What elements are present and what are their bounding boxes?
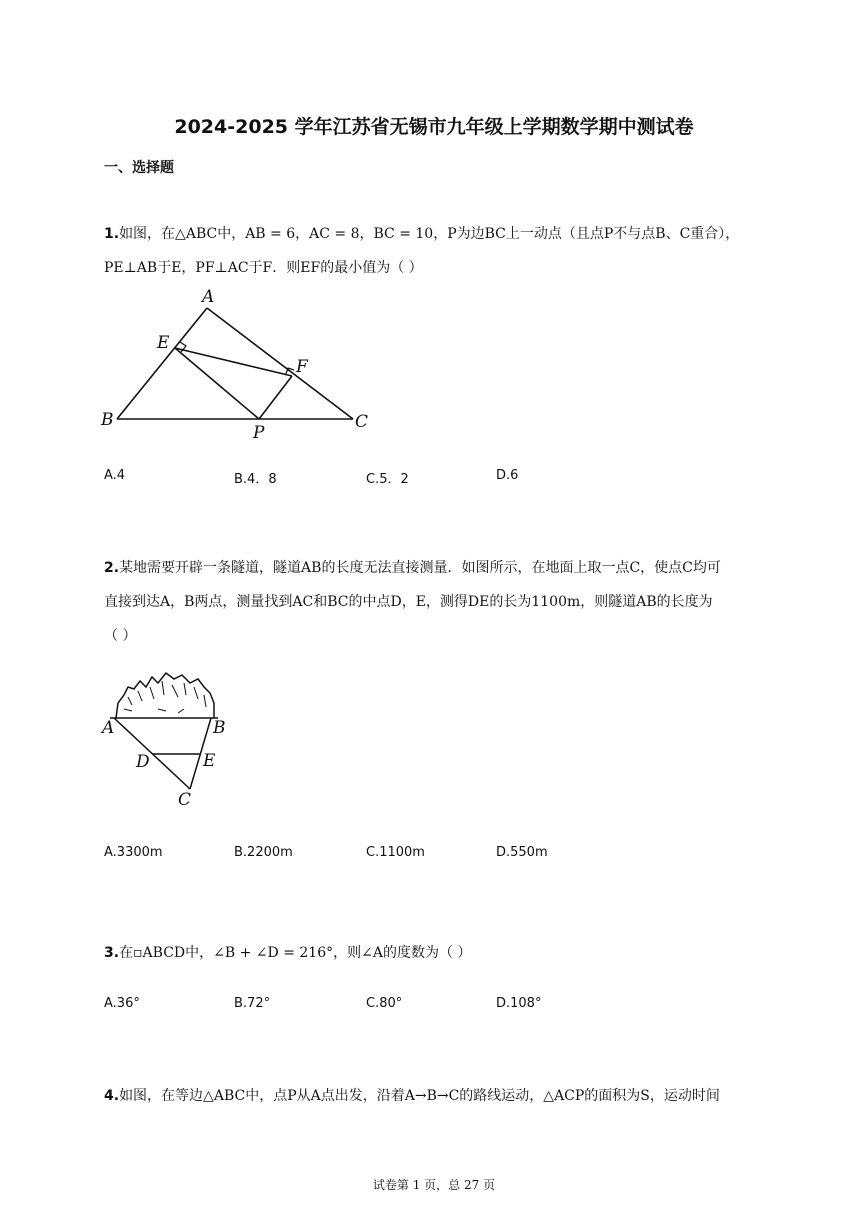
question-1-option-c: C.5．2 <box>366 472 409 487</box>
question-4-text-1: 如图，在等边△ABC中，点P从A点出发，沿着A→B→C的路线运动，△ACP的面积为S，运动时间 <box>119 1088 720 1104</box>
segment-pf <box>259 376 292 419</box>
label-a: A <box>102 718 115 738</box>
question-2-number: 2. <box>104 560 120 576</box>
question-3-option-a: A.36° <box>104 996 140 1011</box>
label-c: C <box>178 790 192 810</box>
section-heading: 一、选择题 <box>104 160 174 176</box>
label-c: C <box>355 412 369 432</box>
question-2-line-1 <box>104 558 721 578</box>
label-f: F <box>296 357 308 377</box>
question-2-option-c: C.1100m <box>366 845 425 860</box>
page-title: 2024-2025 学年江苏省无锡市九年级上学期数学期中测试卷 <box>174 116 694 138</box>
question-2-option-a: A.3300m <box>104 845 163 860</box>
question-1-figure <box>95 284 385 444</box>
question-4-line-1 <box>104 1086 720 1106</box>
question-2-text-1: 某地需要开辟一条隧道，隧道AB的长度无法直接测量．如图所示，在地面上取一点C，使点C均可 <box>119 560 721 576</box>
question-2-line-2: 直接到达A，B两点，测量找到AC和BC的中点D，E，测得DE的长为1100m，则隧道AB的长度为 <box>104 594 713 610</box>
question-3-number: 3. <box>104 945 120 961</box>
question-4-number: 4. <box>104 1088 120 1104</box>
question-1-text-1: 如图，在△ABC中，AB = 6，AC = 8，BC = 10，P为边BC上一动点（且点P不与点B、C重合）， <box>119 226 740 242</box>
label-b: B <box>213 718 226 738</box>
question-3-option-c: C.80° <box>366 996 403 1011</box>
question-2-figure <box>98 665 238 810</box>
question-1-line-2: PE⊥AB于E，PF⊥AC于F．则EF的最小值为（ ） <box>104 260 423 276</box>
question-2-option-b: B.2200m <box>234 845 293 860</box>
question-3-text-1: 在▫ABCD中，∠B + ∠D = 216°，则∠A的度数为（ ） <box>119 945 472 961</box>
question-1-number: 1. <box>104 226 120 242</box>
label-a: A <box>202 287 215 307</box>
question-3-line-1 <box>104 943 471 963</box>
question-1-option-b: B.4．8 <box>234 472 277 487</box>
question-2-option-d: D.550m <box>496 845 548 860</box>
label-p: P <box>253 423 265 443</box>
question-1-option-d: D.6 <box>496 468 519 483</box>
label-d: D <box>136 752 150 772</box>
question-2-line-3: （ ） <box>104 628 137 644</box>
question-3-option-d: D.108° <box>496 996 542 1011</box>
segment-ac <box>207 308 353 419</box>
label-e: E <box>203 751 216 771</box>
question-1-option-a: A.4 <box>104 468 126 483</box>
question-1-line-1 <box>104 224 739 244</box>
question-3-option-b: B.72° <box>234 996 271 1011</box>
page-footer: 试卷第 1 页，总 27 页 <box>372 1178 496 1192</box>
label-b: B <box>101 410 114 430</box>
label-e: E <box>157 333 170 353</box>
